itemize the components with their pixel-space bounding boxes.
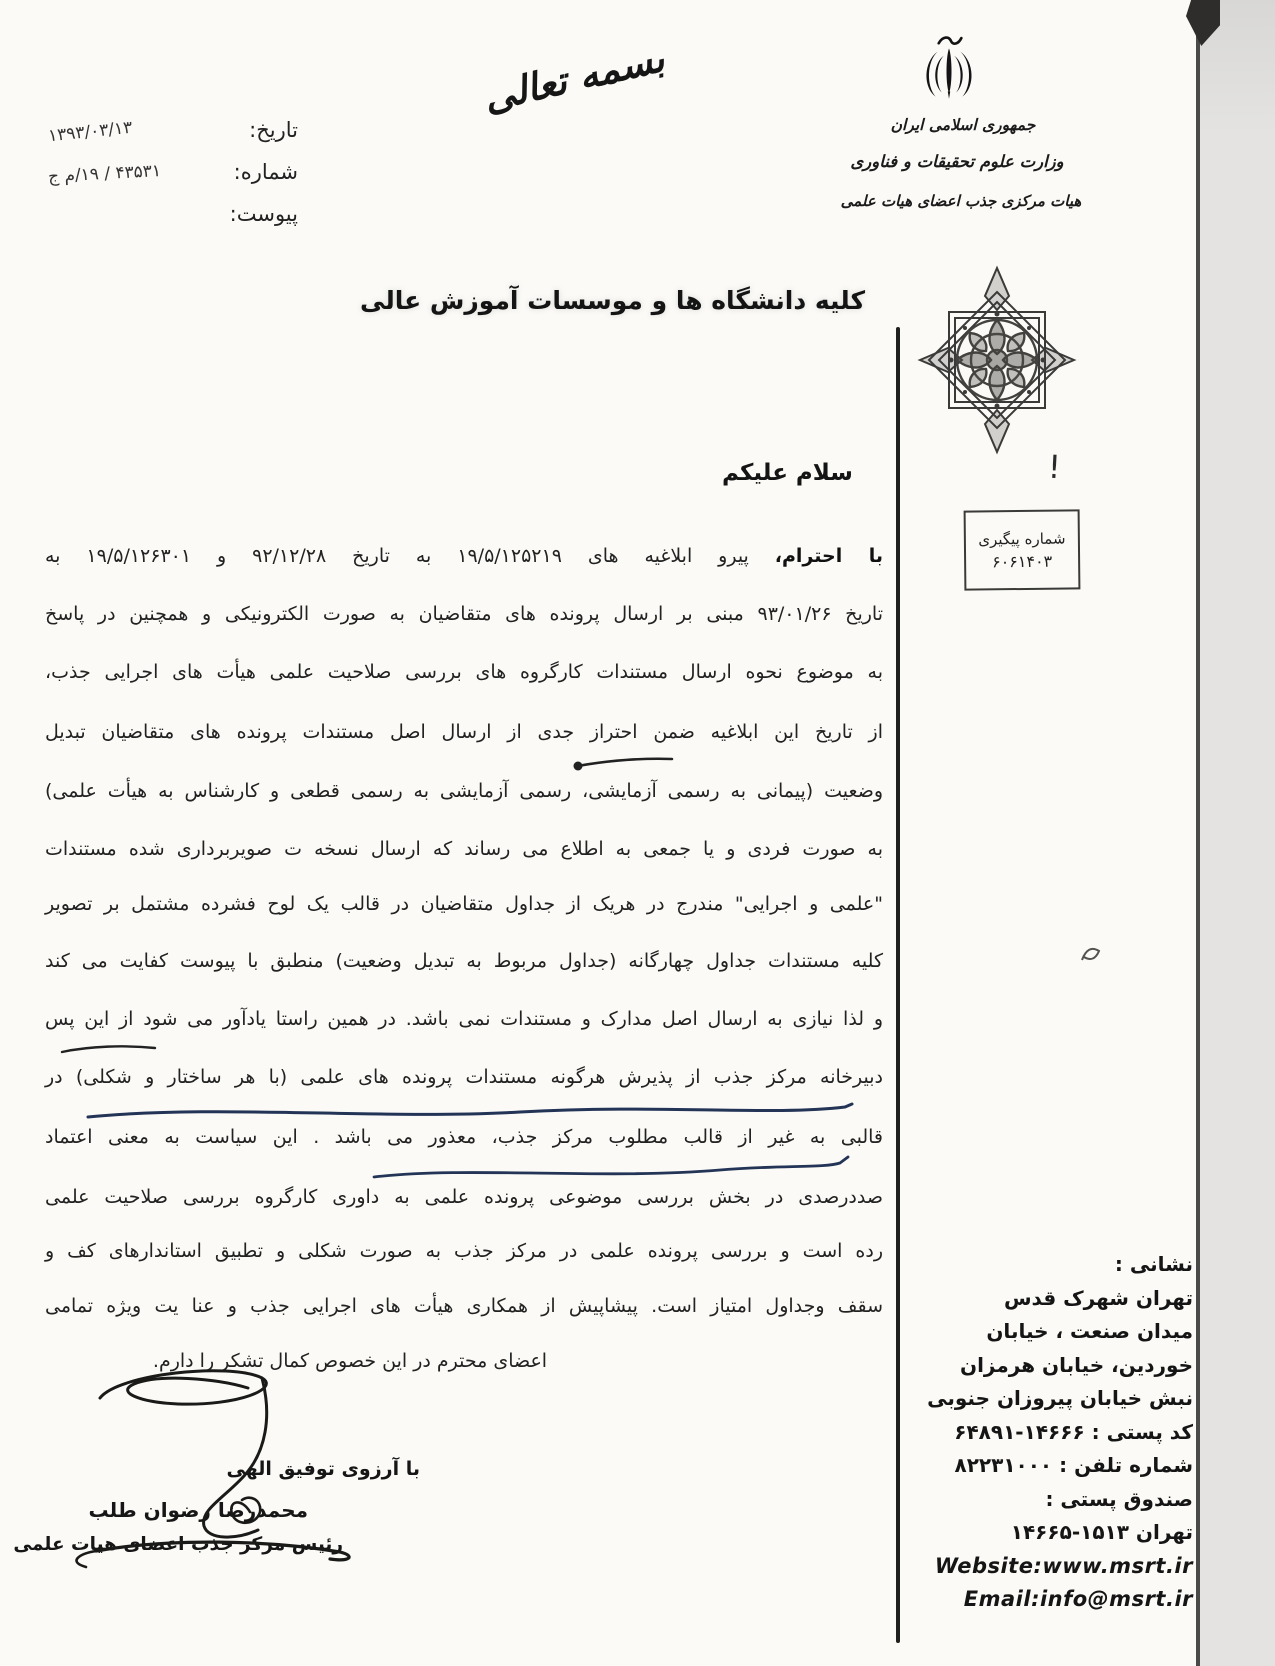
body-lead-bold: با احترام، [774,545,883,567]
body-line-3: به موضوع نحوه ارسال مستندات کارگروه های بررسی صلاحیت علمی هیأت های اجرایی جذب، [45,661,883,683]
tracking-number-box [964,509,1081,590]
body-line-5: وضعیت (پیمانی به رسمی آزمایشی، رسمی آزمایشی به رسمی قطعی و کارشناس به هیأت علمی) [45,780,883,802]
address-pobox-number: تهران ۱۵۱۳-۱۴۶۶۵ [1010,1520,1193,1544]
address-phone: شماره تلفن : ۸۲۲۳۱۰۰۰ [954,1453,1193,1477]
body-line-6: به صورت فردی و یا جمعی به اطلاع می رساند که ارسال نسخه ت صویربرداری شده مستندات [45,838,883,860]
address-label: نشانی : [1114,1252,1193,1276]
body-line-13: رده است و بررسی پرونده علمی در مرکز جذب به صورت شکلی و تطبیق استاندارهای کف و [45,1240,883,1262]
date-value: ۱۳۹۳/۰۳/۱۳ [47,117,134,147]
address-pobox-label: صندوق پستی : [1045,1486,1193,1511]
address-postal-code: کد پستی : ۱۴۶۶۶-۶۴۸۹۱ [954,1419,1193,1444]
number-value: ۴۳۵۳۱ / ۱۹/م ج [47,161,162,187]
letterhead-ministry: وزارت علوم تحقیقات و فناوری [850,152,1064,171]
body-line-9: و لذا نیازی به ارسال اصل مدارک و مستندات نمی باشد. در همین راستا یادآور می شود از این پس [45,1008,883,1030]
tracking-number: ۶۰۶۱۴۰۳ [991,551,1053,571]
attachment-label: پیوست: [229,202,298,226]
tracking-label: شماره پیگیری [978,529,1066,548]
address-email: Email:info@msrt.ir [963,1587,1193,1611]
body-line-12: صددرصدی در بخش بررسی موضوعی پرونده علمی به داوری کارگروه بررسی صلاحیت علمی [45,1186,883,1208]
body-line-1 [45,545,905,579]
signatory-name: محمدرضا رضوان طلب [88,1498,308,1522]
signatory-title: رئیس مرکز جذب اعضای هیات علمی [13,1534,343,1555]
number-label: شماره: [233,160,298,184]
address-city: تهران شهرک قدس [1003,1285,1193,1310]
body-line-8: کلیه مستندات جداول چهارگانه (جداول مربوط به تبدیل وضعیت) منطبق با پیوست کفایت می کند [45,950,883,972]
ornamental-seal [912,262,1082,458]
paper-edge-line [1196,0,1200,1666]
address-street-2: نبش خیابان پیروزان جنوبی [927,1386,1193,1410]
greeting-line: سلام علیکم [722,460,853,486]
body-line-11: قالبی به غیر از قالب مطلوب مرکز جذب، معذور می باشد . این سیاست به معنی اعتماد [45,1126,883,1148]
number-row [48,160,298,202]
body-line-7: "علمی و اجرایی" مندرج در هریک از جداول متقاضیان در قالب یک لوح فشرده مشتمل بر تصویر [45,893,883,915]
address-website: Website:www.msrt.ir [934,1553,1193,1578]
attachment-row [48,202,298,244]
pen-exclamation-mark: ! [1047,447,1062,487]
letterhead-country: جمهوری اسلامی ایران [890,116,1036,134]
letterhead-center: هیات مرکزی جذب اعضای هیات علمی [840,192,1082,210]
address-square: میدان صنعت ، خیابان [986,1319,1193,1343]
letter-meta-block [48,118,298,244]
besmele-calligraphy: بسمه تعالی [479,36,669,121]
body-line-10: دبیرخانه مرکز جذب از پذیرش هرگونه مستندات پرونده های علمی (با هر ساختار و شکلی) در [45,1066,883,1088]
pen-vertical-line [896,327,900,1643]
body-line-15: اعضای محترم در این خصوص کمال تشکر را دارم. [152,1350,548,1372]
addressee-line: کلیه دانشگاه ها و موسسات آموزش عالی [360,286,865,315]
body-line-14: سقف وجداول امتیاز است. پیشاپیش از همکاری هیأت های اجرایی جذب و عنا یت ویژه تمامی [45,1295,883,1317]
iran-emblem-icon [918,34,980,110]
scanner-background-strip [1199,0,1275,1666]
body-line-2: تاریخ ۹۳/۰۱/۲۶ مبنی بر ارسال پرونده های متقاضیان به صورت الکترونیکی و همچنین در پاسخ [45,603,883,625]
address-block [905,1248,1193,1617]
signature-wish-line: با آرزوی توفیق الهی [226,1458,420,1480]
address-street-1: خوردین، خیابان هرمزان [960,1352,1193,1377]
date-row [48,118,298,160]
date-label: تاریخ: [249,118,298,142]
body-line-1-text: پیرو ابلاغیه های ۱۹/۵/۱۲۵۲۱۹ به تاریخ ۹۲/۱۲/۲۸ و ۱۹/۵/۱۲۶۳۰۱ به [45,545,775,567]
body-line-4: از تاریخ این ابلاغیه ضمن احتراز جدی از ارسال اصل مستندات پرونده های متقاضیان تبدیل [45,721,883,743]
